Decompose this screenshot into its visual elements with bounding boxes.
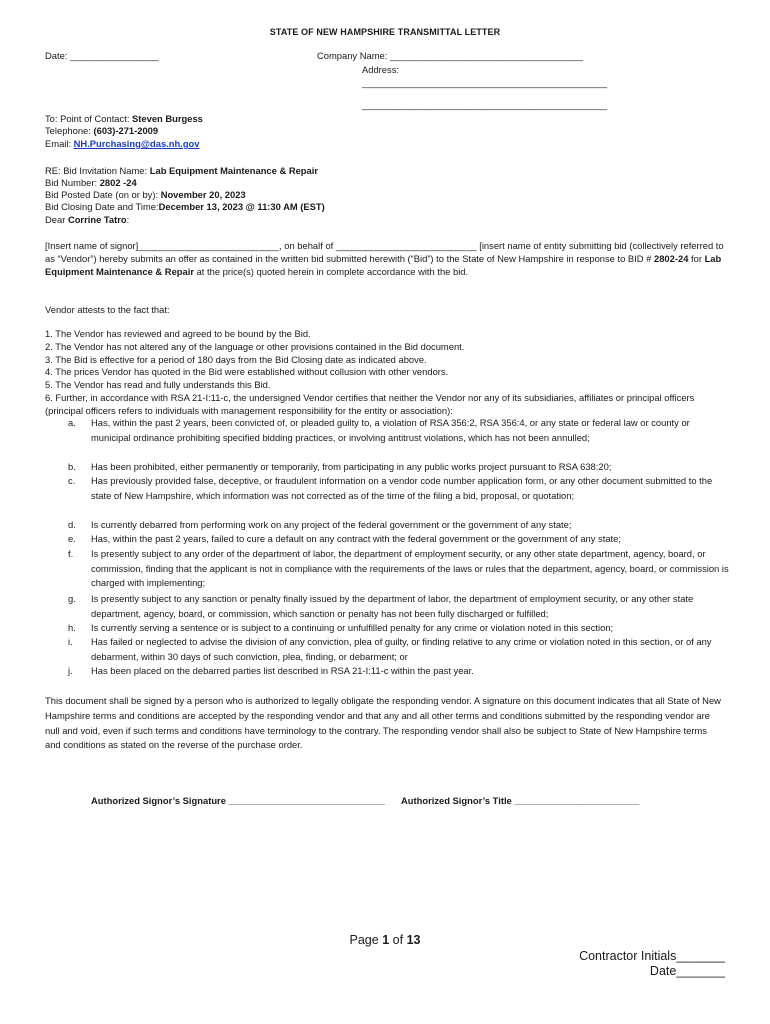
contact-label: To: Point of Contact: [45, 113, 130, 124]
company-name-field[interactable]: Company Name: _____________________________________ [317, 50, 583, 61]
sub-item-text: Has been prohibited, either permanently or temporarily, from participating in any public works project pursuant to RSA 638:20; [91, 461, 612, 472]
sub-item-letter: i. [68, 636, 73, 647]
page-prefix: Page [349, 933, 379, 947]
bid-closing-date: December 13, 2023 @ 11:30 AM (EST) [158, 201, 325, 212]
document-title: STATE OF NEW HAMPSHIRE TRANSMITTAL LETTER [269, 27, 501, 37]
telephone-label: Telephone: [45, 125, 91, 136]
sub-item-letter: f. [68, 548, 74, 559]
email-line [45, 138, 199, 151]
page-of: of [392, 933, 404, 947]
closing-paragraph: This document shall be signed by a person who is authorized to legally obligate the responding vendor. A signature on this document indicates that all State of New Hampshire terms and conditions are accepted by the responding vendor and that any and all other terms and conditions submitted by the responding vendor are null and void, even if such terms and conditions have terminology to the contrary. The responding vendor shall also be subject to State of New Hampshire terms and conditions as stated on the reverse of the purchase order. [45, 695, 721, 751]
bid-number-line [45, 177, 137, 190]
sub-item-letter: e. [68, 533, 76, 544]
list-item-2: 2. The Vendor has not altered any of the language or other provisions contained in the Bid document. [45, 341, 465, 352]
list-item-1: 1. The Vendor has reviewed and agreed to be bound by the Bid. [45, 328, 311, 339]
intro-bid-name: Lab Equipment Maintenance & Repair [45, 253, 722, 277]
sub-item-letter: b. [68, 461, 76, 472]
sub-item-text: Is presently subject to any sanction or penalty finally issued by the department of labor, the department of employment security, or any other state department, agency, board, or commission, which sanction or penalty has not been fully discharged or fulfilled; [91, 593, 694, 619]
list-item-4: 4. The prices Vendor has quoted in the Bid were established without collusion with other vendors. [45, 366, 449, 377]
contractor-initials-field[interactable]: Contractor Initials_______ [579, 949, 725, 963]
bid-number-label: Bid Number: [45, 177, 98, 188]
attests-line: Vendor attests to the fact that: [45, 304, 170, 315]
bid-name-label: RE: Bid Invitation Name: [45, 165, 148, 176]
telephone-number: (603)-271-2009 [93, 125, 159, 136]
bid-posted-label: Bid Posted Date (on or by): [45, 189, 159, 200]
page-number: 1 [382, 933, 390, 947]
address-line-2[interactable]: _______________________________________________ [362, 99, 608, 110]
sub-item-text: Is presently subject to any order of the department of labor, the department of employment security, or any other state department, agency, board, or commission, finding that the applicant is not in compliance with the requirements of the laws or rules that the department, agency, board, or commission is charged with implementing; [91, 548, 729, 589]
contact-name: Steven Burgess [132, 113, 203, 124]
salutation-name: Corrine Tatro [67, 214, 127, 225]
salutation-line [45, 214, 129, 227]
sub-item-text: Has failed or neglected to advise the division of any conviction, plea of guilty, or finding relative to any crime or violation noted in this section, or of any debarment, within 30 days of such conviction, plea, finding, or debarment; or [91, 636, 712, 662]
sub-item-letter: d. [68, 519, 76, 530]
sub-item-letter: j. [68, 665, 73, 676]
address-label: Address: [362, 64, 399, 75]
sub-item-text: Has previously provided false, deceptive, or fraudulent information on a vendor code number application form, or any other document submitted to the state of New Hampshire, which information was not corrected as of the time of the filing a bid, proposal, or quotation; [91, 475, 713, 501]
salutation-label: Dear [45, 214, 66, 225]
point-of-contact [45, 113, 203, 126]
date-field[interactable]: Date: _________________ [45, 50, 159, 61]
sub-item-letter: g. [68, 593, 76, 604]
salutation-colon: : [126, 214, 130, 225]
telephone-line [45, 125, 158, 138]
bid-name-line [45, 165, 318, 178]
intro-text-a: [Insert name of signor]___________________________, on behalf of ___________________________ [insert name of entity submitting bid (collectively referred to as “Vendor”) hereby submits an offer as contained in the written bid submitted herewith (“Bid”) to the State of New Hampshire in response to BID # [45, 240, 724, 264]
address-line-1[interactable]: _______________________________________________ [362, 77, 608, 88]
bid-posted-date: November 20, 2023 [160, 189, 246, 200]
intro-paragraph [45, 239, 725, 278]
bid-closing-label: Bid Closing Date and Time: [45, 201, 159, 212]
bid-number: 2802 -24 [99, 177, 137, 188]
bid-closing-line [45, 201, 325, 214]
sub-item-text: Is currently serving a sentence or is subject to a continuing or unfulfilled penalty for any crime or violation noted in this section; [91, 622, 614, 633]
email-label: Email: [45, 138, 72, 149]
list-item-6: 6. Further, in accordance with RSA 21-I:11-c, the undersigned Vendor certifies that neither the Vendor nor any of its subsidiaries, affiliates or principal officers (principal officers refers to individuals with management responsibility for the entity or association): [45, 392, 695, 416]
signature-field[interactable]: Authorized Signor’s Signature ______________________________ [91, 795, 385, 806]
page-total: 13 [406, 933, 421, 947]
sub-item-letter: h. [68, 622, 76, 633]
page-indicator [0, 933, 770, 947]
intro-text-b: at the price(s) quoted herein in complete accordance with the bid. [196, 266, 469, 277]
sub-item-letter: c. [68, 475, 76, 486]
sub-item-text: Has, within the past 2 years, failed to cure a default on any contract with the federal government or the government of any state; [91, 533, 621, 544]
intro-for: for [691, 253, 702, 264]
sub-item-text: Has, within the past 2 years, been convicted of, or pleaded guilty to, a violation of RSA 356:2, RSA 356:4, or any state or federal law or county or municipal ordinance prohibiting specified bidding practices, or involving antitrust violations, which has not been annulled; [91, 417, 690, 443]
bid-posted-line [45, 189, 246, 202]
bid-name: Lab Equipment Maintenance & Repair [149, 165, 319, 176]
list-item-3: 3. The Bid is effective for a period of 180 days from the Bid Closing date as indicated above. [45, 354, 427, 365]
sub-item-text: Has been placed on the debarred parties list described in RSA 21-I:11-c within the past year. [91, 665, 474, 676]
footer-date-field[interactable]: Date_______ [649, 964, 725, 978]
list-item-5: 5. The Vendor has read and fully understands this Bid. [45, 379, 271, 390]
sub-item-text: Is currently debarred from performing work on any project of the federal government or the government of any state; [91, 519, 572, 530]
intro-bid-number: 2802-24 [654, 253, 689, 264]
signor-title-field[interactable]: Authorized Signor’s Title ________________________ [401, 795, 640, 806]
email-link[interactable]: NH.Purchasing@das.nh.gov [73, 138, 200, 149]
sub-item-letter: a. [68, 417, 76, 428]
